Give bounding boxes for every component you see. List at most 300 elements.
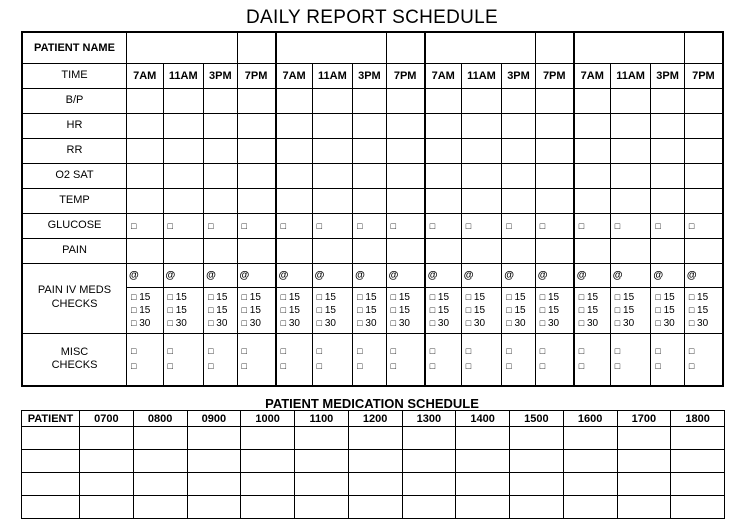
patient-name-field[interactable] xyxy=(126,32,237,63)
checkbox[interactable]: □ xyxy=(208,291,214,302)
checkbox[interactable]: □ xyxy=(688,291,695,302)
vital-entry-cell[interactable] xyxy=(461,88,502,113)
checkbox[interactable]: □ xyxy=(208,304,214,315)
checkbox[interactable]: □ xyxy=(167,317,173,328)
pain-check-item[interactable] xyxy=(430,304,461,317)
pain-check-item[interactable] xyxy=(357,291,385,304)
pain-check-item[interactable] xyxy=(168,317,204,330)
vital-entry-cell[interactable] xyxy=(353,113,386,138)
vital-entry-cell[interactable] xyxy=(651,113,684,138)
vital-entry-cell[interactable] xyxy=(312,163,353,188)
vital-entry-cell[interactable] xyxy=(684,188,723,213)
pain-check-item[interactable] xyxy=(466,291,502,304)
vital-entry-cell[interactable] xyxy=(535,138,574,163)
checkbox[interactable]: □ xyxy=(506,291,512,302)
vital-entry-cell[interactable] xyxy=(312,188,353,213)
misc-checkbox[interactable]: □ xyxy=(688,361,695,372)
checkbox[interactable]: □ xyxy=(539,291,546,302)
glucose-checkbox[interactable]: □ xyxy=(461,213,502,238)
medication-entry-cell[interactable] xyxy=(80,473,134,496)
medication-entry-cell[interactable] xyxy=(348,450,402,473)
misc-checkbox[interactable]: □ xyxy=(429,361,436,372)
checkbox[interactable]: □ xyxy=(465,291,472,302)
medication-entry-cell[interactable] xyxy=(563,473,617,496)
checkbox[interactable]: □ xyxy=(614,291,621,302)
medication-entry-cell[interactable] xyxy=(671,473,725,496)
checkbox[interactable]: □ xyxy=(130,317,137,328)
misc-checkbox[interactable]: □ xyxy=(539,346,546,357)
checkbox[interactable]: □ xyxy=(655,291,661,302)
glucose-checkbox[interactable]: □ xyxy=(651,213,684,238)
pain-check-item[interactable] xyxy=(506,291,534,304)
vital-entry-cell[interactable] xyxy=(651,188,684,213)
glucose-checkbox[interactable]: □ xyxy=(425,213,462,238)
medication-entry-cell[interactable] xyxy=(348,427,402,450)
vital-entry-cell[interactable] xyxy=(386,188,425,213)
pain-check-item[interactable] xyxy=(689,291,722,304)
misc-checkbox[interactable]: □ xyxy=(614,361,621,372)
pain-check-item[interactable] xyxy=(208,317,236,330)
pain-iv-time-field[interactable]: @ xyxy=(163,263,204,287)
misc-checkbox[interactable]: □ xyxy=(655,346,661,357)
vital-entry-cell[interactable] xyxy=(163,113,204,138)
pain-iv-time-field[interactable]: @ xyxy=(461,263,502,287)
misc-checkbox[interactable]: □ xyxy=(655,361,661,372)
vital-entry-cell[interactable] xyxy=(276,138,313,163)
vital-entry-cell[interactable] xyxy=(502,88,535,113)
misc-checkbox[interactable]: □ xyxy=(539,361,546,372)
vital-entry-cell[interactable] xyxy=(574,88,611,113)
misc-checkbox[interactable]: □ xyxy=(465,361,472,372)
pain-check-item[interactable] xyxy=(655,304,683,317)
vital-entry-cell[interactable] xyxy=(651,88,684,113)
glucose-checkbox[interactable]: □ xyxy=(574,213,611,238)
glucose-checkbox[interactable]: □ xyxy=(684,213,723,238)
medication-entry-cell[interactable] xyxy=(671,496,725,519)
medication-entry-cell[interactable] xyxy=(295,473,349,496)
checkbox[interactable]: □ xyxy=(130,291,137,302)
pain-check-item[interactable] xyxy=(391,304,424,317)
medication-entry-cell[interactable] xyxy=(671,450,725,473)
glucose-checkbox[interactable]: □ xyxy=(353,213,386,238)
pain-check-item[interactable] xyxy=(208,304,236,317)
pain-check-item[interactable] xyxy=(579,317,610,330)
misc-checkbox[interactable]: □ xyxy=(280,361,287,372)
vital-entry-cell[interactable] xyxy=(425,163,462,188)
vital-entry-cell[interactable] xyxy=(502,138,535,163)
pain-check-item[interactable] xyxy=(242,304,275,317)
medication-entry-cell[interactable] xyxy=(187,427,241,450)
pain-iv-time-field[interactable]: @ xyxy=(502,263,535,287)
pain-check-item[interactable] xyxy=(317,304,353,317)
glucose-checkbox[interactable]: □ xyxy=(386,213,425,238)
vital-entry-cell[interactable] xyxy=(204,163,237,188)
misc-checkbox[interactable]: □ xyxy=(390,361,397,372)
glucose-checkbox[interactable]: □ xyxy=(502,213,535,238)
patient-name-field[interactable] xyxy=(425,32,536,63)
vital-entry-cell[interactable] xyxy=(386,138,425,163)
pain-check-item[interactable] xyxy=(281,291,312,304)
pain-check-item[interactable] xyxy=(540,304,573,317)
medication-entry-cell[interactable] xyxy=(617,473,671,496)
patient-name-field[interactable] xyxy=(276,32,387,63)
medication-entry-cell[interactable] xyxy=(80,450,134,473)
medication-entry-cell[interactable] xyxy=(510,450,564,473)
misc-checkbox[interactable]: □ xyxy=(208,346,214,357)
pain-check-item[interactable] xyxy=(579,291,610,304)
checkbox[interactable]: □ xyxy=(465,304,472,315)
pain-entry-cell[interactable] xyxy=(237,238,276,263)
checkbox[interactable]: □ xyxy=(429,291,436,302)
pain-check-item[interactable] xyxy=(655,317,683,330)
vital-entry-cell[interactable] xyxy=(574,138,611,163)
vital-entry-cell[interactable] xyxy=(276,88,313,113)
checkbox[interactable]: □ xyxy=(241,304,247,315)
vital-entry-cell[interactable] xyxy=(574,113,611,138)
vital-entry-cell[interactable] xyxy=(574,163,611,188)
pain-entry-cell[interactable] xyxy=(502,238,535,263)
vital-entry-cell[interactable] xyxy=(237,163,276,188)
pain-check-item[interactable] xyxy=(540,291,573,304)
misc-checkbox[interactable]: □ xyxy=(429,346,436,357)
pain-entry-cell[interactable] xyxy=(276,238,313,263)
pain-entry-cell[interactable] xyxy=(651,238,684,263)
patient-entry-cell[interactable] xyxy=(22,473,80,496)
vital-entry-cell[interactable] xyxy=(425,88,462,113)
glucose-checkbox[interactable]: □ xyxy=(312,213,353,238)
vital-entry-cell[interactable] xyxy=(163,138,204,163)
vital-entry-cell[interactable] xyxy=(610,113,651,138)
medication-entry-cell[interactable] xyxy=(510,473,564,496)
checkbox[interactable]: □ xyxy=(539,317,546,328)
medication-entry-cell[interactable] xyxy=(80,427,134,450)
pain-entry-cell[interactable] xyxy=(126,238,163,263)
vital-entry-cell[interactable] xyxy=(163,88,204,113)
checkbox[interactable]: □ xyxy=(429,304,436,315)
vital-entry-cell[interactable] xyxy=(204,88,237,113)
glucose-checkbox[interactable]: □ xyxy=(126,213,163,238)
vital-entry-cell[interactable] xyxy=(237,113,276,138)
misc-checkbox[interactable]: □ xyxy=(130,346,137,357)
pain-entry-cell[interactable] xyxy=(386,238,425,263)
checkbox[interactable]: □ xyxy=(578,317,585,328)
misc-checkbox[interactable]: □ xyxy=(357,361,363,372)
pain-iv-time-field[interactable]: @ xyxy=(425,263,462,287)
pain-check-item[interactable] xyxy=(168,304,204,317)
medication-entry-cell[interactable] xyxy=(402,473,456,496)
glucose-checkbox[interactable]: □ xyxy=(610,213,651,238)
pain-check-item[interactable] xyxy=(281,317,312,330)
medication-entry-cell[interactable] xyxy=(671,427,725,450)
vital-entry-cell[interactable] xyxy=(535,188,574,213)
checkbox[interactable]: □ xyxy=(316,304,323,315)
misc-checkbox[interactable]: □ xyxy=(506,346,512,357)
medication-entry-cell[interactable] xyxy=(402,496,456,519)
pain-check-item[interactable] xyxy=(131,291,163,304)
vital-entry-cell[interactable] xyxy=(610,88,651,113)
pain-entry-cell[interactable] xyxy=(163,238,204,263)
vital-entry-cell[interactable] xyxy=(353,163,386,188)
vital-entry-cell[interactable] xyxy=(204,113,237,138)
medication-entry-cell[interactable] xyxy=(133,450,187,473)
checkbox[interactable]: □ xyxy=(390,291,397,302)
checkbox[interactable]: □ xyxy=(316,291,323,302)
vital-entry-cell[interactable] xyxy=(237,88,276,113)
pain-check-item[interactable] xyxy=(430,317,461,330)
medication-entry-cell[interactable] xyxy=(348,496,402,519)
pain-check-item[interactable] xyxy=(131,317,163,330)
pain-entry-cell[interactable] xyxy=(312,238,353,263)
vital-entry-cell[interactable] xyxy=(461,163,502,188)
vital-entry-cell[interactable] xyxy=(276,188,313,213)
checkbox[interactable]: □ xyxy=(167,304,173,315)
checkbox[interactable]: □ xyxy=(655,304,661,315)
medication-entry-cell[interactable] xyxy=(456,473,510,496)
vital-entry-cell[interactable] xyxy=(651,163,684,188)
checkbox[interactable]: □ xyxy=(578,304,585,315)
glucose-checkbox[interactable]: □ xyxy=(204,213,237,238)
vital-entry-cell[interactable] xyxy=(386,163,425,188)
vital-entry-cell[interactable] xyxy=(425,188,462,213)
medication-entry-cell[interactable] xyxy=(241,450,295,473)
vital-entry-cell[interactable] xyxy=(312,113,353,138)
vital-entry-cell[interactable] xyxy=(163,163,204,188)
vital-entry-cell[interactable] xyxy=(126,138,163,163)
pain-entry-cell[interactable] xyxy=(684,238,723,263)
checkbox[interactable]: □ xyxy=(280,317,287,328)
misc-checkbox[interactable]: □ xyxy=(390,346,397,357)
checkbox[interactable]: □ xyxy=(390,304,397,315)
vital-entry-cell[interactable] xyxy=(276,163,313,188)
vital-entry-cell[interactable] xyxy=(126,188,163,213)
pain-iv-time-field[interactable]: @ xyxy=(574,263,611,287)
medication-entry-cell[interactable] xyxy=(617,496,671,519)
misc-checkbox[interactable]: □ xyxy=(614,346,621,357)
pain-iv-time-field[interactable]: @ xyxy=(237,263,276,287)
vital-entry-cell[interactable] xyxy=(535,163,574,188)
pain-iv-time-field[interactable]: @ xyxy=(353,263,386,287)
checkbox[interactable]: □ xyxy=(506,304,512,315)
pain-check-item[interactable] xyxy=(131,304,163,317)
pain-check-item[interactable] xyxy=(615,304,651,317)
pain-check-item[interactable] xyxy=(242,291,275,304)
pain-check-item[interactable] xyxy=(540,317,573,330)
pain-check-item[interactable] xyxy=(242,317,275,330)
checkbox[interactable]: □ xyxy=(655,317,661,328)
vital-entry-cell[interactable] xyxy=(461,113,502,138)
pain-iv-time-field[interactable]: @ xyxy=(204,263,237,287)
pain-iv-time-field[interactable]: @ xyxy=(610,263,651,287)
medication-entry-cell[interactable] xyxy=(563,427,617,450)
medication-entry-cell[interactable] xyxy=(402,450,456,473)
pain-entry-cell[interactable] xyxy=(425,238,462,263)
patient-entry-cell[interactable] xyxy=(22,427,80,450)
medication-entry-cell[interactable] xyxy=(187,450,241,473)
glucose-checkbox[interactable]: □ xyxy=(163,213,204,238)
checkbox[interactable]: □ xyxy=(280,291,287,302)
checkbox[interactable]: □ xyxy=(280,304,287,315)
medication-entry-cell[interactable] xyxy=(510,496,564,519)
vital-entry-cell[interactable] xyxy=(353,88,386,113)
misc-checkbox[interactable]: □ xyxy=(357,346,363,357)
medication-entry-cell[interactable] xyxy=(348,473,402,496)
vital-entry-cell[interactable] xyxy=(204,188,237,213)
checkbox[interactable]: □ xyxy=(465,317,472,328)
misc-checkbox[interactable]: □ xyxy=(130,361,137,372)
vital-entry-cell[interactable] xyxy=(237,188,276,213)
medication-entry-cell[interactable] xyxy=(187,473,241,496)
misc-checkbox[interactable]: □ xyxy=(465,346,472,357)
vital-entry-cell[interactable] xyxy=(237,138,276,163)
pain-iv-time-field[interactable]: @ xyxy=(276,263,313,287)
vital-entry-cell[interactable] xyxy=(684,113,723,138)
pain-iv-time-field[interactable]: @ xyxy=(386,263,425,287)
checkbox[interactable]: □ xyxy=(429,317,436,328)
medication-entry-cell[interactable] xyxy=(241,496,295,519)
checkbox[interactable]: □ xyxy=(130,304,137,315)
pain-check-item[interactable] xyxy=(689,304,722,317)
vital-entry-cell[interactable] xyxy=(204,138,237,163)
medication-entry-cell[interactable] xyxy=(510,427,564,450)
checkbox[interactable]: □ xyxy=(506,317,512,328)
patient-room-field[interactable] xyxy=(386,32,425,63)
vital-entry-cell[interactable] xyxy=(610,138,651,163)
vital-entry-cell[interactable] xyxy=(535,113,574,138)
checkbox[interactable]: □ xyxy=(241,317,247,328)
vital-entry-cell[interactable] xyxy=(312,88,353,113)
misc-checkbox[interactable]: □ xyxy=(241,346,247,357)
pain-check-item[interactable] xyxy=(357,304,385,317)
vital-entry-cell[interactable] xyxy=(461,188,502,213)
misc-checkbox[interactable]: □ xyxy=(506,361,512,372)
patient-room-field[interactable] xyxy=(684,32,723,63)
medication-entry-cell[interactable] xyxy=(295,427,349,450)
medication-entry-cell[interactable] xyxy=(133,473,187,496)
checkbox[interactable]: □ xyxy=(688,304,695,315)
medication-entry-cell[interactable] xyxy=(133,427,187,450)
misc-checkbox[interactable]: □ xyxy=(578,346,585,357)
vital-entry-cell[interactable] xyxy=(610,163,651,188)
pain-check-item[interactable] xyxy=(506,317,534,330)
checkbox[interactable]: □ xyxy=(578,291,585,302)
medication-entry-cell[interactable] xyxy=(563,450,617,473)
checkbox[interactable]: □ xyxy=(316,317,323,328)
vital-entry-cell[interactable] xyxy=(610,188,651,213)
checkbox[interactable]: □ xyxy=(208,317,214,328)
misc-checkbox[interactable]: □ xyxy=(241,361,247,372)
patient-name-field[interactable] xyxy=(574,32,685,63)
pain-check-item[interactable] xyxy=(317,317,353,330)
vital-entry-cell[interactable] xyxy=(502,188,535,213)
pain-check-item[interactable] xyxy=(466,317,502,330)
medication-entry-cell[interactable] xyxy=(617,450,671,473)
vital-entry-cell[interactable] xyxy=(425,113,462,138)
misc-checkbox[interactable]: □ xyxy=(688,346,695,357)
vital-entry-cell[interactable] xyxy=(126,88,163,113)
checkbox[interactable]: □ xyxy=(688,317,695,328)
pain-check-item[interactable] xyxy=(391,317,424,330)
checkbox[interactable]: □ xyxy=(357,317,363,328)
pain-entry-cell[interactable] xyxy=(610,238,651,263)
checkbox[interactable]: □ xyxy=(390,317,397,328)
medication-entry-cell[interactable] xyxy=(133,496,187,519)
pain-iv-time-field[interactable]: @ xyxy=(651,263,684,287)
checkbox[interactable]: □ xyxy=(614,304,621,315)
medication-entry-cell[interactable] xyxy=(241,427,295,450)
medication-entry-cell[interactable] xyxy=(402,427,456,450)
pain-iv-time-field[interactable]: @ xyxy=(535,263,574,287)
vital-entry-cell[interactable] xyxy=(461,138,502,163)
patient-room-field[interactable] xyxy=(535,32,574,63)
pain-entry-cell[interactable] xyxy=(204,238,237,263)
patient-room-field[interactable] xyxy=(237,32,276,63)
vital-entry-cell[interactable] xyxy=(353,138,386,163)
patient-entry-cell[interactable] xyxy=(22,496,80,519)
pain-check-item[interactable] xyxy=(317,291,353,304)
medication-entry-cell[interactable] xyxy=(456,450,510,473)
pain-entry-cell[interactable] xyxy=(535,238,574,263)
misc-checkbox[interactable]: □ xyxy=(208,361,214,372)
vital-entry-cell[interactable] xyxy=(684,138,723,163)
pain-check-item[interactable] xyxy=(208,291,236,304)
pain-check-item[interactable] xyxy=(430,291,461,304)
vital-entry-cell[interactable] xyxy=(502,163,535,188)
pain-check-item[interactable] xyxy=(506,304,534,317)
medication-entry-cell[interactable] xyxy=(187,496,241,519)
checkbox[interactable]: □ xyxy=(357,291,363,302)
vital-entry-cell[interactable] xyxy=(684,163,723,188)
pain-check-item[interactable] xyxy=(579,304,610,317)
misc-checkbox[interactable]: □ xyxy=(316,361,323,372)
vital-entry-cell[interactable] xyxy=(574,188,611,213)
pain-check-item[interactable] xyxy=(615,291,651,304)
medication-entry-cell[interactable] xyxy=(563,496,617,519)
pain-check-item[interactable] xyxy=(689,317,722,330)
pain-check-item[interactable] xyxy=(391,291,424,304)
vital-entry-cell[interactable] xyxy=(684,88,723,113)
vital-entry-cell[interactable] xyxy=(386,113,425,138)
pain-entry-cell[interactable] xyxy=(461,238,502,263)
checkbox[interactable]: □ xyxy=(614,317,621,328)
vital-entry-cell[interactable] xyxy=(126,113,163,138)
vital-entry-cell[interactable] xyxy=(535,88,574,113)
checkbox[interactable]: □ xyxy=(539,304,546,315)
vital-entry-cell[interactable] xyxy=(386,88,425,113)
vital-entry-cell[interactable] xyxy=(126,163,163,188)
pain-iv-time-field[interactable]: @ xyxy=(312,263,353,287)
vital-entry-cell[interactable] xyxy=(425,138,462,163)
pain-check-item[interactable] xyxy=(357,317,385,330)
vital-entry-cell[interactable] xyxy=(312,138,353,163)
vital-entry-cell[interactable] xyxy=(353,188,386,213)
misc-checkbox[interactable]: □ xyxy=(578,361,585,372)
pain-check-item[interactable] xyxy=(168,291,204,304)
pain-entry-cell[interactable] xyxy=(353,238,386,263)
vital-entry-cell[interactable] xyxy=(502,113,535,138)
pain-entry-cell[interactable] xyxy=(574,238,611,263)
vital-entry-cell[interactable] xyxy=(651,138,684,163)
medication-entry-cell[interactable] xyxy=(617,427,671,450)
pain-check-item[interactable] xyxy=(466,304,502,317)
checkbox[interactable]: □ xyxy=(167,291,173,302)
pain-iv-time-field[interactable]: @ xyxy=(684,263,723,287)
checkbox[interactable]: □ xyxy=(241,291,247,302)
vital-entry-cell[interactable] xyxy=(276,113,313,138)
vital-entry-cell[interactable] xyxy=(163,188,204,213)
pain-iv-time-field[interactable]: @ xyxy=(126,263,163,287)
glucose-checkbox[interactable]: □ xyxy=(276,213,313,238)
checkbox[interactable]: □ xyxy=(357,304,363,315)
